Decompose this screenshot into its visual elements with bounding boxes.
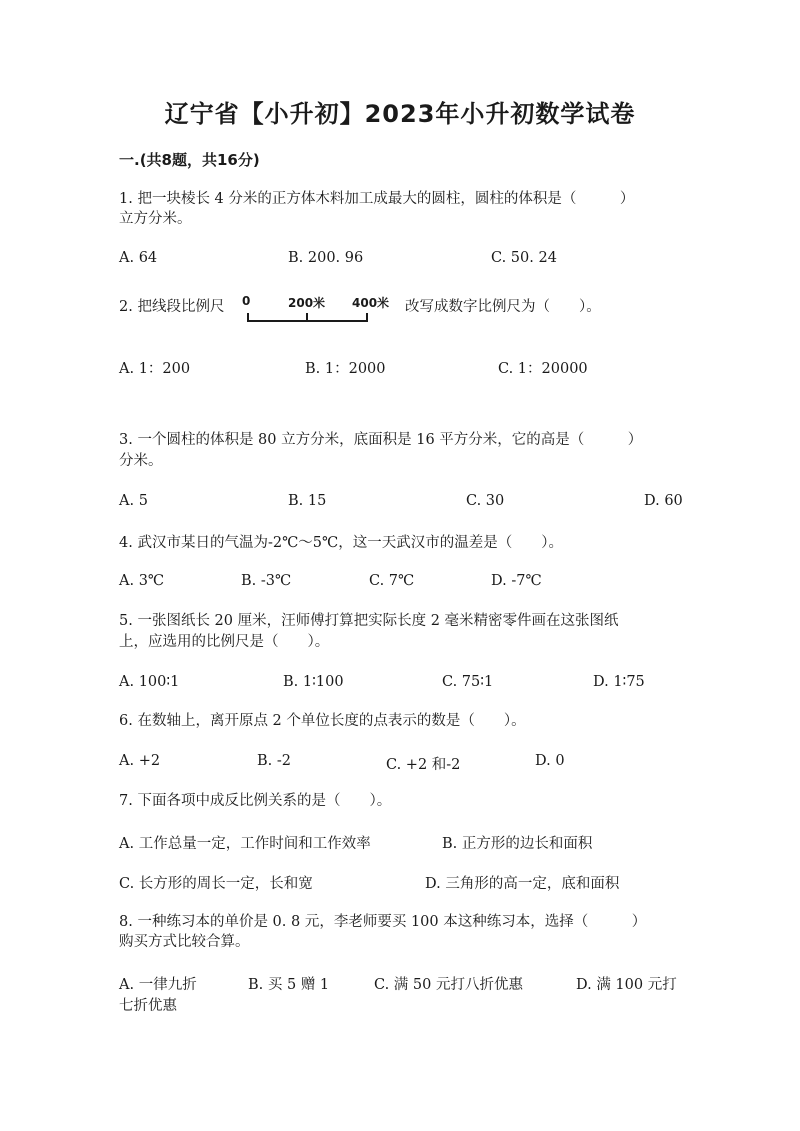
- question-4-option-a: A. 3℃: [119, 573, 165, 589]
- question-6-option-d: D. 0: [535, 753, 565, 769]
- question-1-option-a: A. 64: [119, 250, 158, 266]
- scale-label-400: 400米: [352, 296, 390, 310]
- question-6-option-a: A. +2: [119, 753, 161, 769]
- question-3-option-d: D. 60: [644, 493, 683, 509]
- question-4-option-d: D. -7℃: [491, 573, 542, 589]
- question-5-option-b: B. 1∶100: [283, 674, 344, 690]
- question-5-option-c: C. 75∶1: [442, 674, 494, 690]
- scale-tick-start: [247, 313, 249, 322]
- question-3-line-2: 分米。: [119, 453, 163, 469]
- question-3-line-1: 3. 一个圆柱的体积是 80 立方分米，底面积是 16 平方分米，它的高是（ ）: [119, 432, 643, 448]
- question-5-line-2: 上，应选用的比例尺是（ ）。: [119, 634, 330, 650]
- question-2-text-after: 改写成数字比例尺为（ ）。: [405, 299, 601, 315]
- question-3-option-c: C. 30: [466, 493, 505, 509]
- question-3-option-b: B. 15: [288, 493, 327, 509]
- question-8-line-1: 8. 一种练习本的单价是 0. 8 元，李老师要买 100 本这种练习本，选择（ ）: [119, 914, 647, 930]
- scale-tick-middle: [306, 313, 308, 322]
- scale-label-200: 200米: [288, 296, 326, 310]
- question-6-option-b: B. -2: [257, 753, 291, 769]
- question-8-option-c: C. 满 50 元打八折优惠: [374, 977, 523, 993]
- question-5-option-d: D. 1∶75: [593, 674, 645, 690]
- question-7-option-b: B. 正方形的边长和面积: [442, 836, 593, 852]
- question-7-line-1: 7. 下面各项中成反比例关系的是（ ）。: [119, 793, 392, 809]
- question-4-option-b: B. -3℃: [241, 573, 292, 589]
- question-1-option-b: B. 200. 96: [288, 250, 364, 266]
- question-2-text-before: 2. 把线段比例尺: [119, 299, 225, 315]
- question-2-option-a: A. 1：200: [119, 361, 191, 377]
- line-segment-scale: [240, 292, 390, 326]
- question-1-option-c: C. 50. 24: [491, 250, 557, 266]
- question-8-option-d-continued: 七折优惠: [119, 998, 177, 1014]
- question-6-option-c: C. +2 和-2: [386, 757, 461, 773]
- question-5-line-1: 5. 一张图纸长 20 厘米，汪师傅打算把实际长度 2 毫米精密零件画在这张图纸: [119, 613, 619, 629]
- question-2-option-c: C. 1：20000: [498, 361, 588, 377]
- question-6-line-1: 6. 在数轴上，离开原点 2 个单位长度的点表示的数是（ ）。: [119, 713, 526, 729]
- page-title: 辽宁省【小升初】2023年小升初数学试卷: [164, 100, 636, 128]
- question-1-line-2: 立方分米。: [119, 211, 192, 227]
- section-heading: 一.(共8题，共16分): [119, 151, 260, 169]
- scale-tick-end: [366, 313, 368, 322]
- question-4-line-1: 4. 武汉市某日的气温为-2℃～5℃，这一天武汉市的温差是（ ）。: [119, 535, 563, 551]
- question-7-option-c: C. 长方形的周长一定，长和宽: [119, 876, 313, 892]
- question-8-line-2: 购买方式比较合算。: [119, 934, 250, 950]
- question-5-option-a: A. 100∶1: [119, 674, 180, 690]
- question-4-option-c: C. 7℃: [369, 573, 415, 589]
- question-2-option-b: B. 1：2000: [305, 361, 386, 377]
- question-1-line-1: 1. 把一块棱长 4 分米的正方体木料加工成最大的圆柱，圆柱的体积是（ ）: [119, 191, 635, 207]
- question-8-option-d: D. 满 100 元打: [576, 977, 677, 993]
- question-7-option-a: A. 工作总量一定，工作时间和工作效率: [119, 836, 371, 852]
- question-8-option-a: A. 一律九折: [119, 977, 197, 993]
- question-7-option-d: D. 三角形的高一定，底和面积: [425, 876, 620, 892]
- question-8-option-b: B. 买 5 赠 1: [248, 977, 330, 993]
- question-3-option-a: A. 5: [119, 493, 148, 509]
- scale-label-0: 0: [242, 294, 251, 308]
